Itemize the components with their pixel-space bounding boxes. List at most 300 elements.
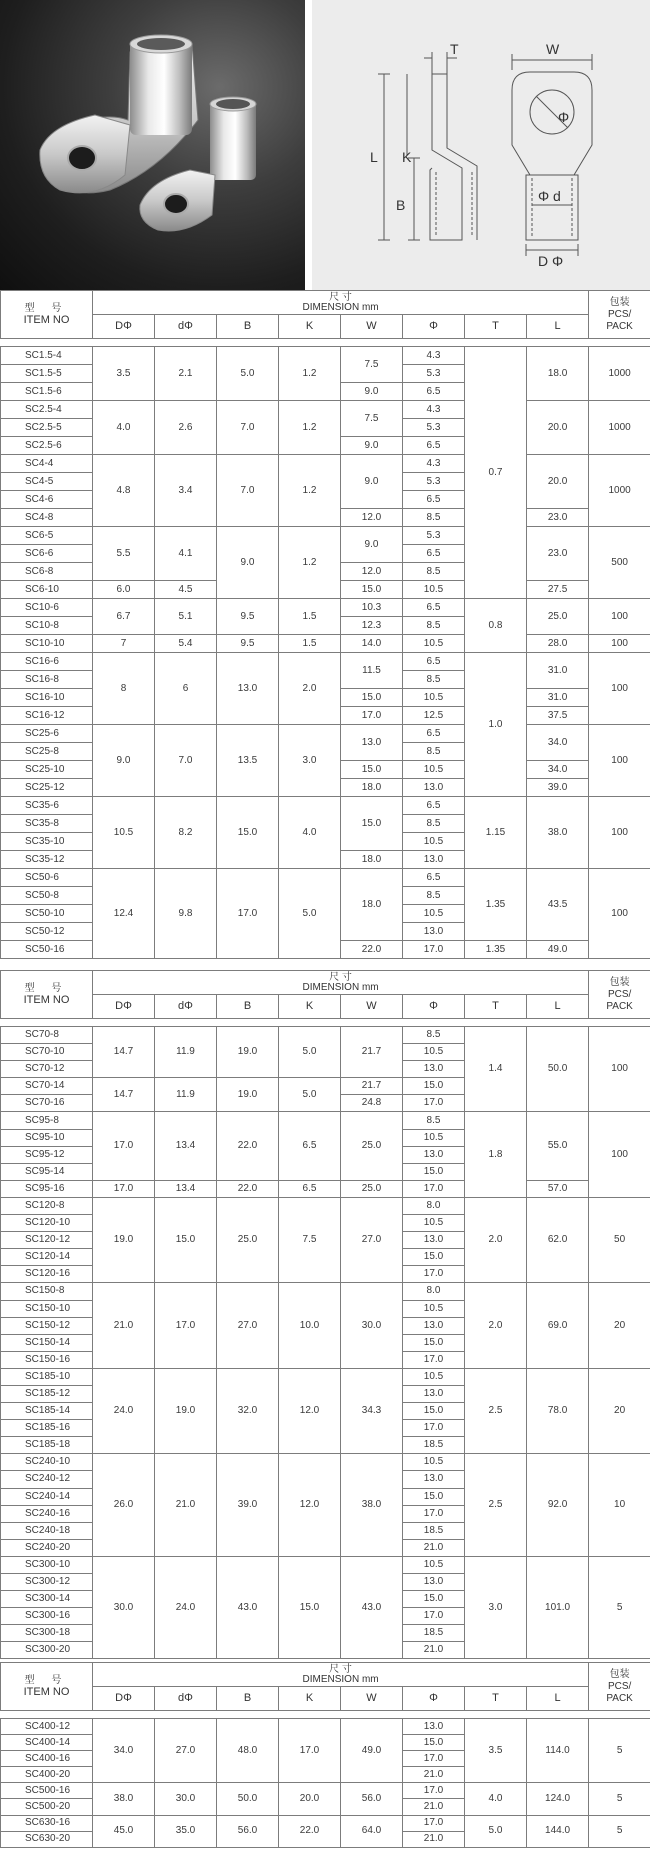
header-dim-cn: 尺 寸 bbox=[329, 1663, 352, 1675]
cell-pack: 500 bbox=[589, 527, 650, 599]
cell-phi: 10.5 bbox=[403, 905, 465, 923]
header-col-k: K bbox=[279, 995, 341, 1019]
cell-t: 1.4 bbox=[465, 1027, 527, 1112]
cell-w: 25.0 bbox=[341, 1112, 403, 1180]
cell-d: 30.0 bbox=[155, 1783, 217, 1815]
cell-k: 1.5 bbox=[279, 599, 341, 635]
cell-phi: 6.5 bbox=[403, 437, 465, 455]
table-row bbox=[1, 1719, 650, 1735]
cell-phi: 8.5 bbox=[403, 671, 465, 689]
cell-w: 22.0 bbox=[341, 941, 403, 959]
cell-phi: 10.5 bbox=[403, 1215, 465, 1232]
item-no: SC150-12 bbox=[1, 1317, 93, 1334]
item-no: SC95-10 bbox=[1, 1129, 93, 1146]
cell-phi: 15.0 bbox=[403, 1735, 465, 1751]
cell-l: 18.0 bbox=[527, 347, 589, 401]
cell-phi: 13.0 bbox=[403, 1719, 465, 1735]
cell-pack: 5 bbox=[589, 1719, 650, 1783]
cell-w: 24.8 bbox=[341, 1095, 403, 1112]
cell-l: 55.0 bbox=[527, 1112, 589, 1180]
item-no: SC500-16 bbox=[1, 1783, 93, 1799]
cell-b: 39.0 bbox=[217, 1454, 279, 1557]
cell-w: 11.5 bbox=[341, 653, 403, 689]
cell-d: 7 bbox=[93, 635, 155, 653]
drawing-label-b: B bbox=[396, 197, 406, 213]
cell-pack: 1000 bbox=[589, 401, 650, 455]
item-no: SC240-16 bbox=[1, 1505, 93, 1522]
cell-b: 25.0 bbox=[217, 1197, 279, 1282]
cell-k: 10.0 bbox=[279, 1283, 341, 1368]
cell-pack: 10 bbox=[589, 1454, 650, 1557]
cell-b: 22.0 bbox=[217, 1180, 279, 1197]
header-col-t: T bbox=[465, 995, 527, 1019]
cell-phi: 15.0 bbox=[403, 1591, 465, 1608]
item-no: SC4-4 bbox=[1, 455, 93, 473]
item-no: SC240-20 bbox=[1, 1539, 93, 1556]
cell-t: 1.15 bbox=[465, 797, 527, 869]
header-col-d: DΦ bbox=[93, 995, 155, 1019]
cell-phi: 4.3 bbox=[403, 401, 465, 419]
item-no: SC4-5 bbox=[1, 473, 93, 491]
table-row bbox=[1, 1197, 650, 1214]
cell-l: 124.0 bbox=[527, 1783, 589, 1815]
cell-t: 2.5 bbox=[465, 1368, 527, 1453]
cell-k: 7.5 bbox=[279, 1197, 341, 1282]
item-no: SC240-12 bbox=[1, 1471, 93, 1488]
cell-k: 5.0 bbox=[279, 869, 341, 959]
item-no: SC120-10 bbox=[1, 1215, 93, 1232]
item-no: SC300-20 bbox=[1, 1642, 93, 1659]
item-no: SC95-16 bbox=[1, 1180, 93, 1197]
cell-l: 34.0 bbox=[527, 761, 589, 779]
drawing-label-w: W bbox=[546, 41, 560, 57]
product-banner bbox=[0, 0, 650, 290]
header-dim-en: DIMENSION mm bbox=[302, 1673, 379, 1685]
cell-phi: 10.5 bbox=[403, 761, 465, 779]
table-row bbox=[1, 455, 650, 473]
header-spacer bbox=[1, 1019, 650, 1027]
cell-d: 24.0 bbox=[93, 1368, 155, 1453]
cell-w: 34.3 bbox=[341, 1368, 403, 1453]
header-pack-en1: PCS/ bbox=[607, 1680, 632, 1692]
cell-k: 1.2 bbox=[279, 455, 341, 527]
item-no: SC120-16 bbox=[1, 1266, 93, 1283]
cell-phi: 8.5 bbox=[403, 563, 465, 581]
cell-t: 1.0 bbox=[465, 653, 527, 797]
cell-d: 12.4 bbox=[93, 869, 155, 959]
item-no: SC120-12 bbox=[1, 1232, 93, 1249]
item-no: SC400-12 bbox=[1, 1719, 93, 1735]
cell-l: 49.0 bbox=[527, 941, 589, 959]
header-col-b: B bbox=[217, 995, 279, 1019]
front-view bbox=[512, 54, 592, 256]
table-row bbox=[1, 1368, 650, 1385]
table-row bbox=[1, 653, 650, 671]
header-col-phi: Φ bbox=[403, 1687, 465, 1711]
cell-t: 0.8 bbox=[465, 599, 527, 653]
item-no: SC70-8 bbox=[1, 1027, 93, 1044]
header-col-b: B bbox=[217, 1687, 279, 1711]
header-pack bbox=[589, 1663, 650, 1711]
spec-table-3 bbox=[0, 1662, 650, 1848]
item-no: SC35-6 bbox=[1, 797, 93, 815]
cell-phi: 15.0 bbox=[403, 1403, 465, 1420]
cell-pack: 50 bbox=[589, 1197, 650, 1282]
cell-d: 15.0 bbox=[155, 1197, 217, 1282]
cell-k: 3.0 bbox=[279, 725, 341, 797]
item-no: SC150-10 bbox=[1, 1300, 93, 1317]
cell-b: 9.5 bbox=[217, 635, 279, 653]
cell-phi: 17.0 bbox=[403, 1266, 465, 1283]
item-no: SC95-14 bbox=[1, 1163, 93, 1180]
cell-b: 50.0 bbox=[217, 1783, 279, 1815]
cell-w: 18.0 bbox=[341, 779, 403, 797]
cell-phi: 17.0 bbox=[403, 1180, 465, 1197]
cell-k: 12.0 bbox=[279, 1368, 341, 1453]
cell-d: 21.0 bbox=[93, 1283, 155, 1368]
cell-l: 50.0 bbox=[527, 1027, 589, 1112]
cell-b: 15.0 bbox=[217, 797, 279, 869]
cell-w: 18.0 bbox=[341, 851, 403, 869]
cell-phi: 6.5 bbox=[403, 545, 465, 563]
header-pack-cn: 包装 bbox=[609, 1668, 630, 1680]
cell-phi: 15.0 bbox=[403, 1249, 465, 1266]
item-no: SC35-10 bbox=[1, 833, 93, 851]
item-no: SC2.5-5 bbox=[1, 419, 93, 437]
item-no: SC95-8 bbox=[1, 1112, 93, 1129]
cell-b: 9.5 bbox=[217, 599, 279, 635]
table-row bbox=[1, 347, 650, 365]
cell-l: 23.0 bbox=[527, 509, 589, 527]
cell-w: 12.0 bbox=[341, 509, 403, 527]
cell-phi: 21.0 bbox=[403, 1539, 465, 1556]
cell-phi: 8.0 bbox=[403, 1197, 465, 1214]
cell-t: 5.0 bbox=[465, 1815, 527, 1847]
header-pack-en2: PACK bbox=[606, 1000, 633, 1012]
cell-b: 19.0 bbox=[217, 1078, 279, 1112]
item-no: SC120-14 bbox=[1, 1249, 93, 1266]
cell-phi: 10.5 bbox=[403, 635, 465, 653]
cell-phi: 12.5 bbox=[403, 707, 465, 725]
cell-w: 38.0 bbox=[341, 1454, 403, 1557]
item-no: SC95-12 bbox=[1, 1146, 93, 1163]
cell-phi: 10.5 bbox=[403, 581, 465, 599]
item-no: SC240-10 bbox=[1, 1454, 93, 1471]
drawing-label-l: L bbox=[370, 149, 378, 165]
cell-l: 28.0 bbox=[527, 635, 589, 653]
item-no: SC240-14 bbox=[1, 1488, 93, 1505]
header-dim-cn: 尺 寸 bbox=[329, 291, 352, 303]
item-no: SC50-16 bbox=[1, 941, 93, 959]
item-no: SC400-20 bbox=[1, 1767, 93, 1783]
item-no: SC25-8 bbox=[1, 743, 93, 761]
cell-t: 3.5 bbox=[465, 1719, 527, 1783]
cell-phi: 15.0 bbox=[403, 1488, 465, 1505]
cell-d: 2.6 bbox=[155, 401, 217, 455]
item-no: SC25-12 bbox=[1, 779, 93, 797]
cell-l: 43.5 bbox=[527, 869, 589, 941]
header-item-en: ITEM NO bbox=[23, 1685, 70, 1698]
table-row bbox=[1, 401, 650, 419]
item-no: SC150-8 bbox=[1, 1283, 93, 1300]
cell-pack: 5 bbox=[589, 1783, 650, 1815]
cell-l: 27.5 bbox=[527, 581, 589, 599]
cell-d: 3.4 bbox=[155, 455, 217, 527]
cell-d: 8 bbox=[93, 653, 155, 725]
cell-w: 7.5 bbox=[341, 401, 403, 437]
cell-phi: 6.5 bbox=[403, 491, 465, 509]
header-col-l: L bbox=[527, 315, 589, 339]
cell-d: 30.0 bbox=[93, 1556, 155, 1659]
cell-w: 21.7 bbox=[341, 1027, 403, 1078]
item-no: SC300-10 bbox=[1, 1556, 93, 1573]
cell-w: 43.0 bbox=[341, 1556, 403, 1659]
cell-pack: 20 bbox=[589, 1368, 650, 1453]
cell-d: 13.4 bbox=[155, 1180, 217, 1197]
cell-phi: 6.5 bbox=[403, 653, 465, 671]
cell-l: 20.0 bbox=[527, 401, 589, 455]
item-no: SC50-6 bbox=[1, 869, 93, 887]
cell-d: 19.0 bbox=[93, 1197, 155, 1282]
drawing-label-t: T bbox=[450, 41, 459, 57]
cell-b: 56.0 bbox=[217, 1815, 279, 1847]
cell-d: 4.0 bbox=[93, 401, 155, 455]
cell-phi: 21.0 bbox=[403, 1831, 465, 1847]
cell-phi: 8.5 bbox=[403, 509, 465, 527]
item-no: SC70-14 bbox=[1, 1078, 93, 1095]
cell-d: 5.5 bbox=[93, 527, 155, 581]
cell-l: 25.0 bbox=[527, 599, 589, 635]
item-no: SC630-16 bbox=[1, 1815, 93, 1831]
header-col-phi: Φ bbox=[403, 995, 465, 1019]
cell-k: 2.0 bbox=[279, 653, 341, 725]
cell-t: 2.0 bbox=[465, 1283, 527, 1368]
cell-phi: 10.5 bbox=[403, 1300, 465, 1317]
table-row bbox=[1, 869, 650, 887]
cell-phi: 10.5 bbox=[403, 1454, 465, 1471]
cell-k: 22.0 bbox=[279, 1815, 341, 1847]
cell-w: 17.0 bbox=[341, 707, 403, 725]
header-row bbox=[1, 1663, 650, 1687]
item-no: SC70-10 bbox=[1, 1044, 93, 1061]
cell-w: 15.0 bbox=[341, 689, 403, 707]
table-row bbox=[1, 1454, 650, 1471]
cell-d: 4.5 bbox=[155, 581, 217, 599]
item-no: SC25-10 bbox=[1, 761, 93, 779]
cell-d: 5.1 bbox=[155, 599, 217, 635]
item-no: SC185-10 bbox=[1, 1368, 93, 1385]
cell-d: 26.0 bbox=[93, 1454, 155, 1557]
cell-d: 11.9 bbox=[155, 1078, 217, 1112]
table-row bbox=[1, 1783, 650, 1799]
item-no: SC6-6 bbox=[1, 545, 93, 563]
cell-l: 144.0 bbox=[527, 1815, 589, 1847]
cell-phi: 21.0 bbox=[403, 1799, 465, 1815]
cell-k: 1.2 bbox=[279, 401, 341, 455]
cell-phi: 5.3 bbox=[403, 419, 465, 437]
technical-drawing bbox=[312, 0, 650, 290]
header-row bbox=[1, 971, 650, 995]
header-col-b: B bbox=[217, 315, 279, 339]
cell-w: 27.0 bbox=[341, 1197, 403, 1282]
item-no: SC300-18 bbox=[1, 1625, 93, 1642]
cell-phi: 10.5 bbox=[403, 1044, 465, 1061]
cell-d: 5.4 bbox=[155, 635, 217, 653]
cell-phi: 10.5 bbox=[403, 1368, 465, 1385]
item-no: SC1.5-6 bbox=[1, 383, 93, 401]
item-no: SC185-12 bbox=[1, 1385, 93, 1402]
item-no: SC10-10 bbox=[1, 635, 93, 653]
cell-l: 101.0 bbox=[527, 1556, 589, 1659]
header-pack-en1: PCS/ bbox=[607, 308, 632, 320]
header-dim-en: DIMENSION mm bbox=[302, 981, 379, 993]
header-col-t: T bbox=[465, 315, 527, 339]
cell-w: 13.0 bbox=[341, 725, 403, 761]
item-no: SC10-6 bbox=[1, 599, 93, 617]
header-item-no bbox=[1, 971, 93, 1019]
cell-phi: 10.5 bbox=[403, 1129, 465, 1146]
cell-w: 18.0 bbox=[341, 869, 403, 941]
cell-pack: 100 bbox=[589, 725, 650, 797]
cell-w: 56.0 bbox=[341, 1783, 403, 1815]
cell-d: 14.7 bbox=[93, 1078, 155, 1112]
cell-d: 17.0 bbox=[155, 1283, 217, 1368]
cell-l: 34.0 bbox=[527, 725, 589, 761]
cell-phi: 6.5 bbox=[403, 797, 465, 815]
item-no: SC300-12 bbox=[1, 1574, 93, 1591]
item-no: SC35-8 bbox=[1, 815, 93, 833]
item-no: SC185-14 bbox=[1, 1403, 93, 1420]
cell-k: 1.2 bbox=[279, 527, 341, 599]
cell-d: 19.0 bbox=[155, 1368, 217, 1453]
cell-pack: 100 bbox=[589, 635, 650, 653]
cell-d: 8.2 bbox=[155, 797, 217, 869]
cell-t: 2.5 bbox=[465, 1454, 527, 1557]
spacer-cell bbox=[1, 339, 650, 347]
cell-k: 1.5 bbox=[279, 635, 341, 653]
cell-phi: 13.0 bbox=[403, 1232, 465, 1249]
item-no: SC150-16 bbox=[1, 1351, 93, 1368]
cell-pack: 100 bbox=[589, 653, 650, 725]
cell-phi: 8.5 bbox=[403, 743, 465, 761]
header-columns-row bbox=[1, 315, 650, 339]
header-col-k: K bbox=[279, 1687, 341, 1711]
item-no: SC10-8 bbox=[1, 617, 93, 635]
cell-k: 5.0 bbox=[279, 1078, 341, 1112]
item-no: SC50-12 bbox=[1, 923, 93, 941]
cell-k: 5.0 bbox=[279, 1027, 341, 1078]
header-pack-cn: 包装 bbox=[609, 976, 630, 988]
cell-t: 1.8 bbox=[465, 1112, 527, 1197]
cell-k: 20.0 bbox=[279, 1783, 341, 1815]
cell-w: 15.0 bbox=[341, 581, 403, 599]
item-no: SC35-12 bbox=[1, 851, 93, 869]
item-no: SC2.5-6 bbox=[1, 437, 93, 455]
header-dim-en: DIMENSION mm bbox=[302, 301, 379, 313]
cell-w: 9.0 bbox=[341, 383, 403, 401]
cell-phi: 5.3 bbox=[403, 527, 465, 545]
header-col-d: DΦ bbox=[93, 315, 155, 339]
cell-phi: 13.0 bbox=[403, 1574, 465, 1591]
cell-w: 12.0 bbox=[341, 563, 403, 581]
cell-phi: 10.5 bbox=[403, 689, 465, 707]
header-col-w: W bbox=[341, 315, 403, 339]
cell-b: 13.0 bbox=[217, 653, 279, 725]
cell-l: 39.0 bbox=[527, 779, 589, 797]
cell-phi: 5.3 bbox=[403, 473, 465, 491]
cell-w: 9.0 bbox=[341, 437, 403, 455]
header-item-no bbox=[1, 1663, 93, 1711]
item-no: SC1.5-4 bbox=[1, 347, 93, 365]
table-row bbox=[1, 1815, 650, 1831]
cell-phi: 13.0 bbox=[403, 1146, 465, 1163]
header-pack bbox=[589, 291, 650, 339]
cell-phi: 8.5 bbox=[403, 815, 465, 833]
cell-phi: 15.0 bbox=[403, 1163, 465, 1180]
cell-phi: 8.5 bbox=[403, 1112, 465, 1129]
item-no: SC25-6 bbox=[1, 725, 93, 743]
cell-phi: 13.0 bbox=[403, 1385, 465, 1402]
cell-b: 19.0 bbox=[217, 1027, 279, 1078]
cell-w: 7.5 bbox=[341, 347, 403, 383]
cell-phi: 6.5 bbox=[403, 383, 465, 401]
item-no: SC500-20 bbox=[1, 1799, 93, 1815]
cell-pack: 5 bbox=[589, 1815, 650, 1847]
header-col-d: dΦ bbox=[155, 315, 217, 339]
cell-b: 48.0 bbox=[217, 1719, 279, 1783]
item-no: SC16-8 bbox=[1, 671, 93, 689]
item-no: SC185-18 bbox=[1, 1437, 93, 1454]
cell-phi: 13.0 bbox=[403, 779, 465, 797]
cell-phi: 13.0 bbox=[403, 1471, 465, 1488]
side-view bbox=[378, 52, 477, 240]
cell-d: 6 bbox=[155, 653, 217, 725]
spec-table-2 bbox=[0, 970, 650, 1659]
cell-phi: 10.5 bbox=[403, 1556, 465, 1573]
drawing-label-phi: Φ bbox=[558, 109, 570, 125]
cell-phi: 8.5 bbox=[403, 617, 465, 635]
cell-pack: 5 bbox=[589, 1556, 650, 1659]
cell-pack: 100 bbox=[589, 797, 650, 869]
cell-w: 21.7 bbox=[341, 1078, 403, 1095]
cell-w: 30.0 bbox=[341, 1283, 403, 1368]
cell-b: 7.0 bbox=[217, 455, 279, 527]
cell-w: 25.0 bbox=[341, 1180, 403, 1197]
header-pack-en2: PACK bbox=[606, 1692, 633, 1704]
cell-l: 78.0 bbox=[527, 1368, 589, 1453]
cell-phi: 13.0 bbox=[403, 923, 465, 941]
header-item-cn: 型 号 bbox=[24, 1674, 69, 1686]
cell-d: 3.5 bbox=[93, 347, 155, 401]
cell-phi: 17.0 bbox=[403, 1095, 465, 1112]
table-row bbox=[1, 599, 650, 617]
cell-l: 114.0 bbox=[527, 1719, 589, 1783]
item-no: SC50-8 bbox=[1, 887, 93, 905]
cell-pack: 100 bbox=[589, 1112, 650, 1197]
drawing-label-k: K bbox=[402, 149, 412, 165]
item-no: SC6-8 bbox=[1, 563, 93, 581]
cell-b: 22.0 bbox=[217, 1112, 279, 1180]
header-item-cn: 型 号 bbox=[24, 982, 69, 994]
cell-k: 12.0 bbox=[279, 1454, 341, 1557]
drawing-label-phi-d: Φ d bbox=[538, 188, 561, 204]
item-no: SC70-12 bbox=[1, 1061, 93, 1078]
header-col-w: W bbox=[341, 995, 403, 1019]
item-no: SC70-16 bbox=[1, 1095, 93, 1112]
table-row bbox=[1, 1283, 650, 1300]
cell-d: 17.0 bbox=[93, 1180, 155, 1197]
cell-phi: 15.0 bbox=[403, 1078, 465, 1095]
